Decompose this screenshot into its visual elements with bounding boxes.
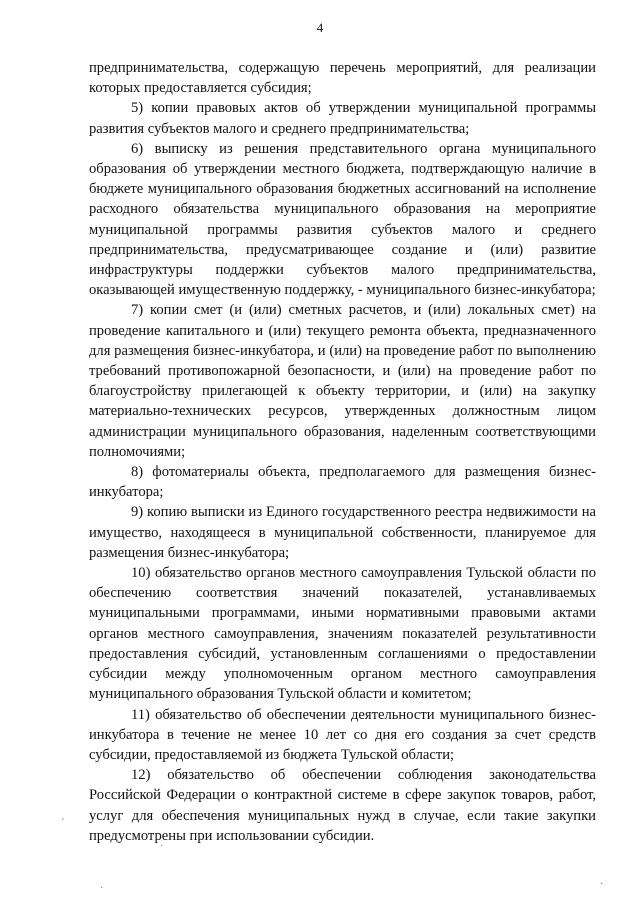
scan-speck: · xyxy=(600,879,604,890)
paragraph-continuation: предпринимательства, содержащую перечень мероприятий, для реализации которых предоставляется субсидия; xyxy=(89,60,596,97)
scan-speck: · xyxy=(160,841,164,852)
paragraph-item-8: 8) фотоматериалы объекта, предполагаемого для размещения бизнес-инкубатора; xyxy=(89,464,596,501)
paragraph-item-9: 9) копию выписки из Единого государственного реестра недвижимости на имущество, находящееся в муниципальной собственности, планируемое для размещения бизнес-инкубатора; xyxy=(89,504,596,561)
paragraph-item-5: 5) копии правовых актов об утверждении муниципальной программы развития субъектов малого и среднего предпринимательства; xyxy=(89,100,596,137)
paragraph-item-6: 6) выписку из решения представительного органа муниципального образования об утверждении местного бюджета, подтверждающую наличие в бюджете муниципального образования бюджетных ассигнований на исполнение расходного обязательства муниципального образования на мероприятие муниципальной программы развития субъектов малого и среднего предпринимательства, предусматривающее создание и (или) развитие инфраструктуры поддержки субъектов малого предпринимательства, оказывающей имущественную поддержку, - муниципального бизнес-инкубатора; xyxy=(89,140,596,299)
paragraph-item-11: 11) обязательство об обеспечении деятельности муниципального бизнес-инкубатора в течение не менее 10 лет со дня его создания за счет средств субсидии, предоставляемой из бюджета Тульской области; xyxy=(89,706,596,763)
paragraph-item-10: 10) обязательство органов местного самоуправления Тульской области по обеспечению соответствия значений показателей, устанавливаемых муниципальными программами, иными нормативными правовыми актами органов местного самоуправления, значениям показателей результативности предоставления субсидий, установленным соглашениями о предоставлении субсидии между уполномоченным органом местного самоуправления муниципального образования Тульской области и комитетом; xyxy=(89,565,596,703)
document-body xyxy=(89,58,596,846)
scan-speck: · xyxy=(100,883,104,894)
paragraph-item-7: 7) копии смет (и (или) сметных расчетов, и (или) локальных смет) на проведение капитального и (или) текущего ремонта объекта, предназначенного для размещения бизнес-инкубатора, и (или) на проведение работ по выполнению требований противопожарной безопасности, и (или) на проведение работ по благоустройству прилегающей к объекту территории, и (или) на закупку материально-технических ресурсов, утвержденных должностным лицом администрации муниципального образования, наделенным соответствующими полномочиями; xyxy=(89,302,596,460)
scan-speck: ' xyxy=(62,817,64,828)
paragraph-item-12: 12) обязательство об обеспечении соблюдения законодательства Российской Федерации о контрактной системе в сфере закупок товаров, работ, услуг для обеспечения муниципальных нужд в случае, если такие закупки предусмотрены при использовании субсидии. xyxy=(89,767,596,844)
page-number: 4 xyxy=(316,20,324,35)
